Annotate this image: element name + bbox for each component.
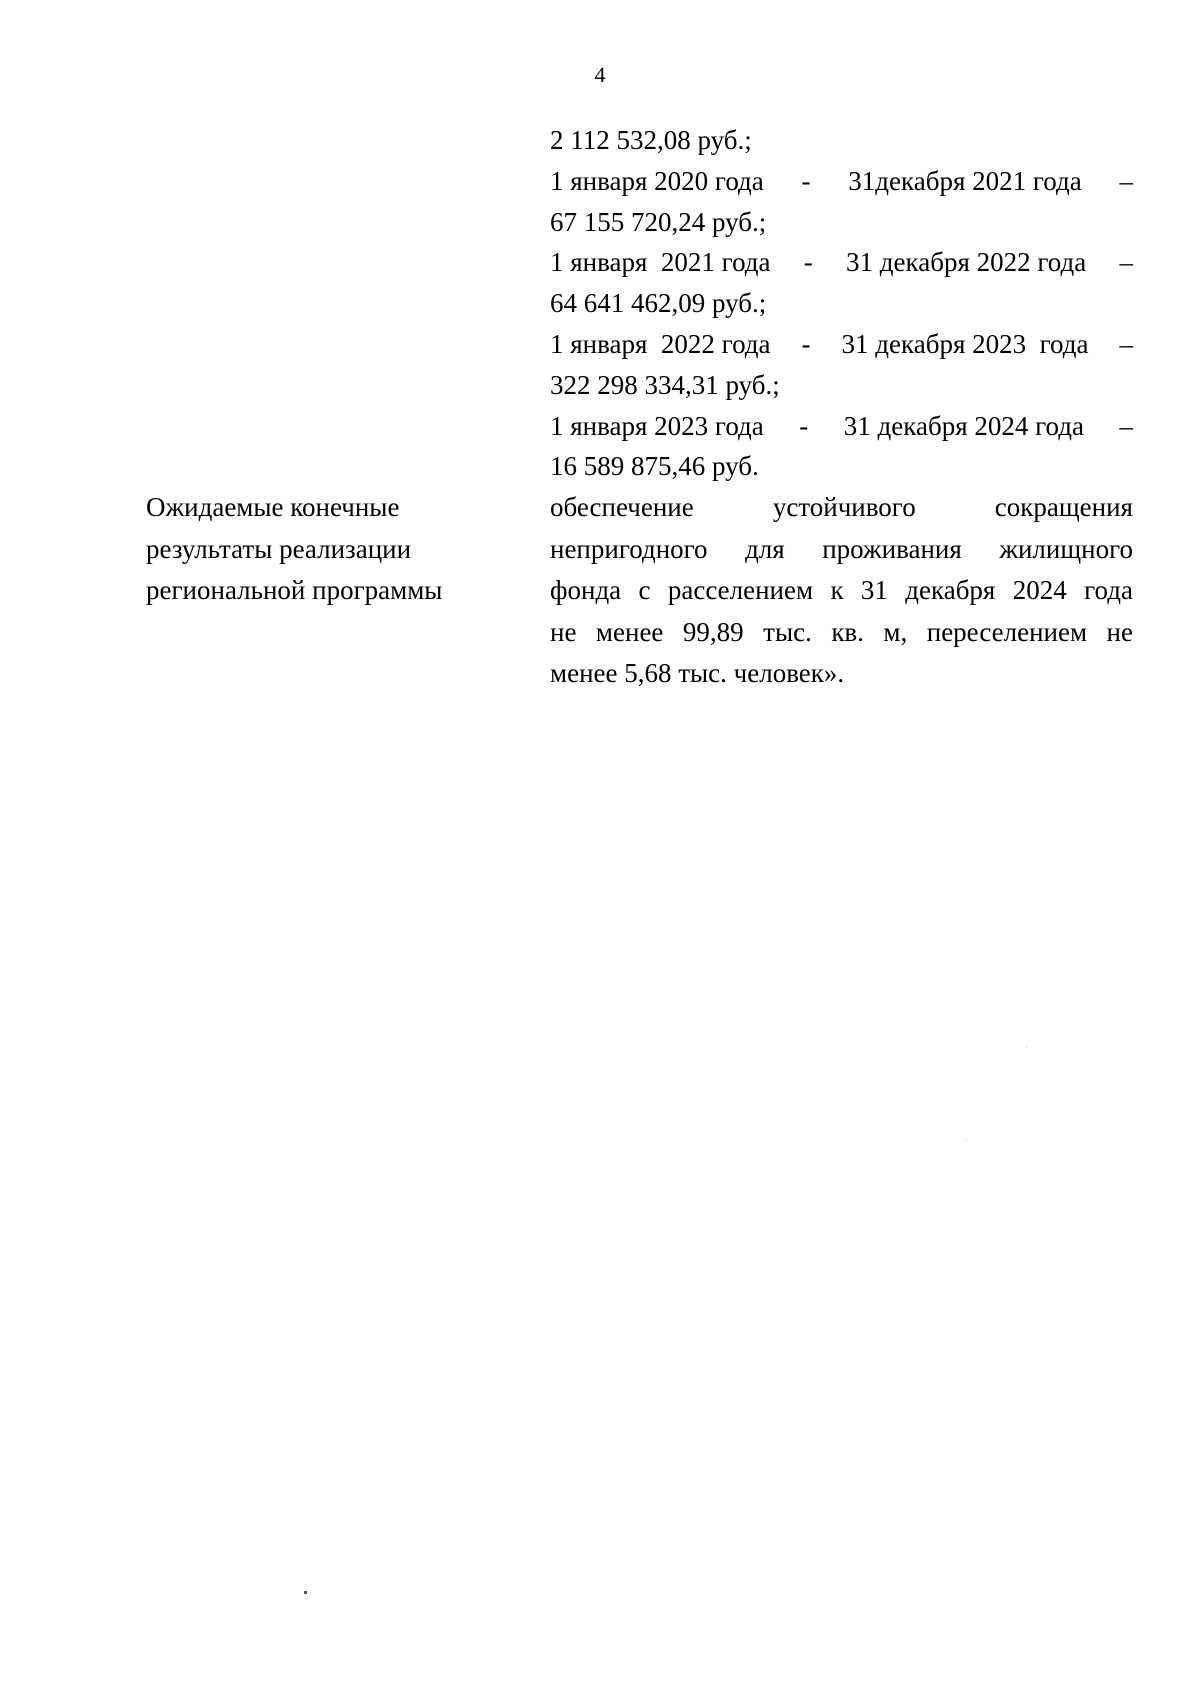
label-line: региональной программы (146, 575, 443, 605)
funding-amount-2023-2024: 16 589 875,46 руб. (550, 451, 759, 482)
scan-speck (1026, 1046, 1027, 1047)
word: с (638, 575, 651, 605)
word: проживания (822, 533, 962, 564)
period-dash: – (1119, 410, 1133, 441)
word: непригодного (550, 533, 708, 564)
funding-by-period (550, 120, 1133, 487)
word: к (830, 575, 844, 605)
period-start: 1 января 2022 года (550, 328, 771, 359)
scan-speck (304, 1591, 307, 1594)
funding-amount-2021-2022: 64 641 462,09 руб.; (550, 288, 767, 319)
period-dash: – (1119, 247, 1133, 278)
period-dash: – (1119, 328, 1133, 359)
word: декабря (905, 575, 996, 605)
word: обеспечение (550, 492, 694, 522)
word: жилищного (999, 533, 1133, 564)
period-dash: – (1119, 165, 1133, 196)
word: устойчивого (772, 492, 916, 522)
expected-results-text (550, 487, 1133, 695)
period-start: 1 января 2021 года (550, 247, 771, 278)
word: сокращения (994, 492, 1133, 522)
word: расселением (667, 575, 814, 605)
funding-period-2023-2024 (550, 406, 1133, 447)
funding-period-2020-2021 (550, 161, 1133, 202)
results-line (550, 487, 1133, 529)
label-line: Ожидаемые конечные (146, 492, 400, 522)
period-separator: - (801, 328, 811, 359)
label-line: результаты реализации (146, 533, 412, 564)
period-end: 31 декабря 2022 года (846, 247, 1087, 278)
word: 31 (860, 575, 888, 605)
period-start: 1 января 2023 года (550, 410, 764, 441)
word: 99,89 (682, 616, 744, 647)
word: менее (595, 616, 664, 647)
period-start: 1 января 2020 года (550, 165, 764, 196)
results-line (550, 612, 1133, 654)
funding-amount-2020-2021: 67 155 720,24 руб.; (550, 206, 767, 237)
word: фонда (550, 575, 622, 605)
word: 2024 (1012, 575, 1067, 605)
word: для (745, 533, 785, 564)
results-line (550, 570, 1133, 612)
period-separator: - (801, 165, 811, 196)
word: кв. (831, 616, 864, 647)
results-last-line: менее 5,68 тыс. человек». (550, 658, 845, 688)
funding-amount-2022-2023: 322 298 334,31 руб.; (550, 369, 780, 400)
word: года (1084, 575, 1133, 605)
period-end: 31декабря 2021 года (848, 165, 1082, 196)
funding-amount-initial: 2 112 532,08 руб.; (550, 125, 752, 155)
period-end: 31 декабря 2024 года (843, 410, 1084, 441)
word: переселением (926, 616, 1088, 647)
results-line (550, 529, 1133, 571)
word: не (550, 616, 577, 647)
word: м, (883, 616, 908, 647)
expected-results-label (146, 487, 486, 612)
page-number: 4 (594, 62, 606, 87)
funding-period-2022-2023 (550, 324, 1133, 365)
funding-period-2021-2022 (550, 242, 1133, 283)
scan-speck (966, 1140, 967, 1141)
period-separator: - (799, 410, 809, 441)
word: тыс. (763, 616, 812, 647)
period-separator: - (803, 247, 813, 278)
word: не (1106, 616, 1133, 647)
period-end: 31 декабря 2023 года (841, 328, 1089, 359)
